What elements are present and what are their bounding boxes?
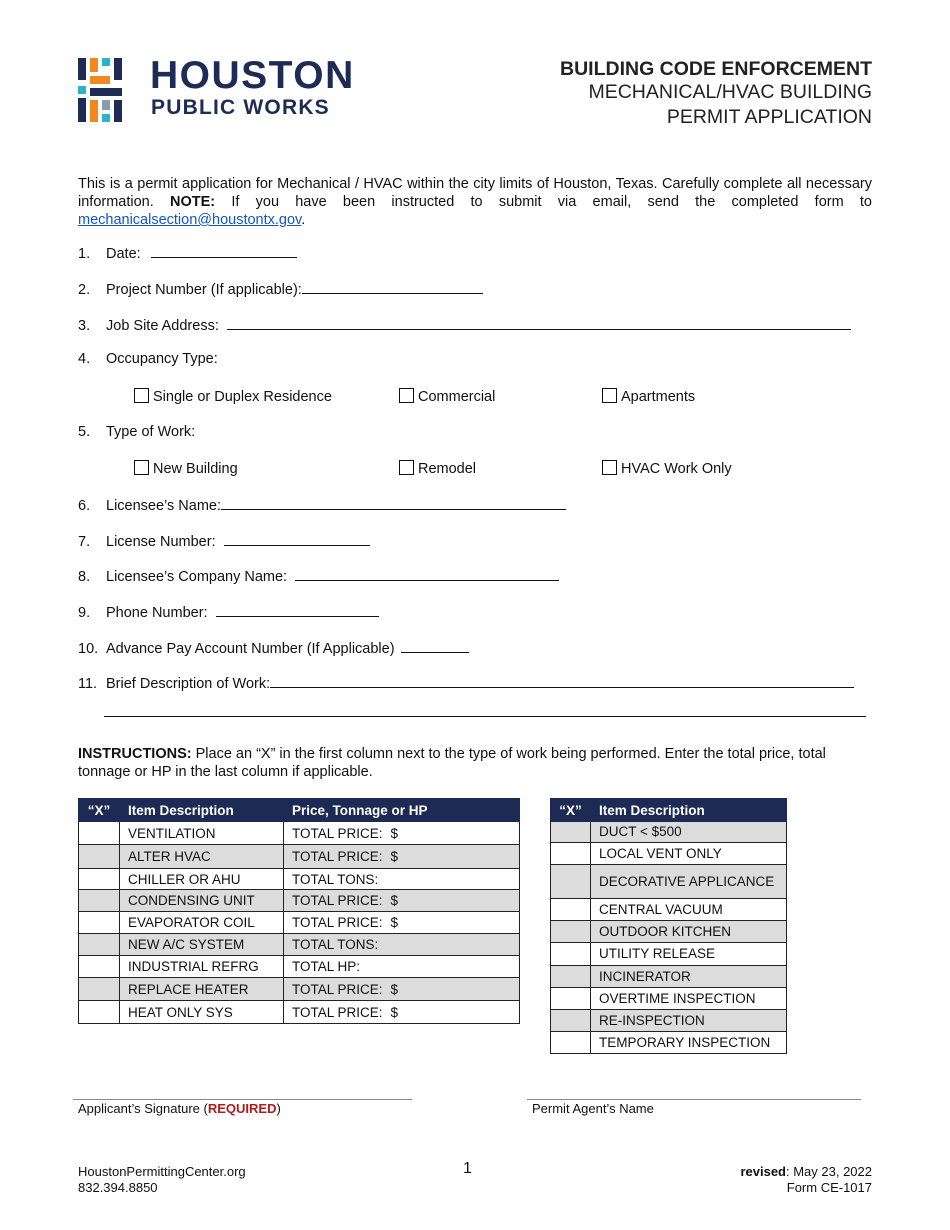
field-job-site-address: [78, 316, 851, 334]
checkbox-label: Single or Duplex Residence: [153, 389, 332, 405]
x-cell[interactable]: [551, 1010, 591, 1032]
field-label: Phone Number:: [106, 605, 208, 621]
instructions-label: INSTRUCTIONS:: [78, 746, 192, 762]
checkbox-new-building[interactable]: [134, 460, 238, 477]
phone-input-line[interactable]: [216, 603, 379, 617]
checkbox-icon[interactable]: [134, 460, 149, 475]
instructions: [78, 745, 872, 781]
price-unit: $: [390, 849, 399, 864]
field-number: 7.: [78, 534, 91, 550]
field-label: Advance Pay Account Number (If Applicable): [106, 641, 395, 657]
price-label: TOTAL PRICE:: [292, 915, 383, 930]
checkbox-label: Apartments: [621, 389, 696, 405]
table-row: [551, 899, 787, 921]
field-number: 2.: [78, 282, 91, 298]
price-label: TOTAL TONS:: [292, 937, 379, 952]
note-label: NOTE:: [170, 194, 216, 210]
table-row: [79, 869, 520, 890]
field-label: Job Site Address:: [106, 318, 219, 334]
column-header-description: Item Description: [120, 799, 284, 822]
applicant-signature-line[interactable]: [73, 1099, 412, 1116]
houston-public-works-logo: [78, 56, 398, 128]
checkbox-icon[interactable]: [134, 388, 149, 403]
company-name-input-line[interactable]: [295, 567, 559, 581]
intro-paragraph: [78, 175, 872, 229]
x-cell[interactable]: [79, 912, 120, 934]
price-unit: $: [390, 893, 399, 908]
x-cell[interactable]: [79, 822, 120, 845]
table-row: [551, 1010, 787, 1032]
item-description: RE-INSPECTION: [591, 1010, 787, 1032]
checkbox-icon[interactable]: [602, 388, 617, 403]
footer-website: HoustonPermittingCenter.org: [78, 1164, 246, 1179]
column-header-x: “X”: [79, 799, 120, 822]
column-header-x: “X”: [551, 799, 591, 822]
table-row: [79, 890, 520, 912]
footer-revision: [740, 1164, 872, 1196]
advance-pay-input-line[interactable]: [401, 639, 469, 653]
field-number: 5.: [78, 424, 91, 440]
field-type-of-work: [78, 424, 195, 440]
item-description: TEMPORARY INSPECTION: [591, 1032, 787, 1054]
x-cell[interactable]: [551, 966, 591, 988]
logo-text-public-works: PUBLIC WORKS: [151, 96, 330, 119]
intro-text: This is a permit application for Mechanical / HVAC within the city limits of Houston, Texas. Carefully complete all necessary information.: [78, 176, 872, 210]
x-cell[interactable]: [551, 899, 591, 921]
field-number: 6.: [78, 498, 91, 514]
checkbox-remodel[interactable]: [399, 460, 476, 477]
permit-agent-label: Permit Agent’s Name: [532, 1101, 654, 1116]
field-label: Project Number (If applicable):: [106, 282, 302, 298]
field-label: Licensee’s Name:: [106, 498, 221, 514]
item-description: OVERTIME INSPECTION: [591, 988, 787, 1010]
checkbox-icon[interactable]: [602, 460, 617, 475]
x-cell[interactable]: [79, 869, 120, 890]
date-input-line[interactable]: [151, 244, 297, 258]
price-cell[interactable]: [284, 1001, 520, 1024]
form-number: Form CE-1017: [786, 1180, 872, 1195]
table-row: [551, 1032, 787, 1054]
page-number: 1: [463, 1160, 472, 1177]
footer-phone: 832.394.8850: [78, 1180, 158, 1195]
email-link[interactable]: mechanicalsection@houstontx.gov: [78, 212, 302, 228]
logo-mark-icon: [78, 56, 138, 124]
x-cell[interactable]: [79, 934, 120, 956]
field-number: 8.: [78, 569, 91, 585]
price-unit: $: [390, 915, 399, 930]
permit-agent-name-line[interactable]: [527, 1099, 861, 1116]
header-subtitle-1: MECHANICAL/HVAC BUILDING: [588, 81, 872, 103]
item-description: NEW A/C SYSTEM: [120, 934, 284, 956]
price-label: TOTAL HP:: [292, 959, 361, 974]
field-project-number: [78, 280, 483, 298]
table-row: [79, 845, 520, 869]
price-cell[interactable]: [284, 869, 520, 890]
field-number: 11.: [78, 676, 98, 692]
price-cell[interactable]: [284, 934, 520, 956]
price-unit: $: [390, 825, 399, 841]
x-cell[interactable]: [551, 988, 591, 1010]
price-cell[interactable]: [284, 978, 520, 1001]
item-description: ALTER HVAC: [120, 845, 284, 869]
intro-text-3: .: [301, 212, 306, 228]
x-cell[interactable]: [79, 978, 120, 1001]
table-row: [551, 921, 787, 943]
item-description: LOCAL VENT ONLY: [591, 843, 787, 865]
item-description: DECORATIVE APPLICANCE: [591, 865, 787, 899]
field-advance-pay: [78, 639, 469, 657]
description-input-line[interactable]: [270, 674, 854, 688]
item-description: CONDENSING UNIT: [120, 890, 284, 912]
price-unit: $: [390, 981, 399, 997]
x-cell[interactable]: [551, 865, 591, 899]
table-row: [551, 865, 787, 899]
item-description: UTILITY RELEASE: [591, 943, 787, 966]
table-header-row: [551, 799, 787, 822]
price-unit: $: [390, 1004, 399, 1020]
x-cell[interactable]: [79, 845, 120, 869]
x-cell[interactable]: [551, 843, 591, 865]
field-number: 4.: [78, 351, 91, 367]
item-description: DUCT < $500: [591, 822, 787, 843]
field-number: 1.: [78, 246, 91, 262]
revised-date: : May 23, 2022: [786, 1164, 872, 1179]
x-cell[interactable]: [551, 943, 591, 966]
checkbox-hvac-work-only[interactable]: [602, 460, 732, 477]
checkbox-single-duplex[interactable]: [134, 388, 332, 405]
document-header: [560, 58, 872, 130]
checkbox-icon[interactable]: [399, 388, 414, 403]
field-label: Brief Description of Work:: [106, 676, 271, 692]
table-row: [79, 934, 520, 956]
field-label: Occupancy Type:: [106, 351, 218, 367]
checkbox-apartments[interactable]: [602, 388, 695, 405]
checkbox-label: Remodel: [418, 461, 477, 477]
price-cell[interactable]: [284, 956, 520, 978]
item-description: EVAPORATOR COIL: [120, 912, 284, 934]
field-number: 3.: [78, 318, 91, 334]
checkbox-label: Commercial: [418, 389, 496, 405]
work-type-table: [78, 798, 520, 1024]
item-description: CENTRAL VACUUM: [591, 899, 787, 921]
field-label: Licensee’s Company Name:: [106, 569, 288, 585]
item-description: HEAT ONLY SYS: [120, 1001, 284, 1024]
field-number: 10.: [78, 641, 99, 657]
license-number-input-line[interactable]: [224, 532, 370, 546]
item-description: INDUSTRIAL REFRG: [120, 956, 284, 978]
address-input-line[interactable]: [227, 316, 851, 330]
price-cell[interactable]: [284, 845, 520, 869]
x-cell[interactable]: [551, 1032, 591, 1054]
item-description: INCINERATOR: [591, 966, 787, 988]
revised-label: revised: [740, 1164, 786, 1179]
project-number-input-line[interactable]: [302, 280, 483, 294]
field-label: License Number:: [106, 534, 216, 550]
field-occupancy-type: [78, 351, 218, 367]
checkbox-icon[interactable]: [399, 460, 414, 475]
price-label: TOTAL TONS:: [292, 871, 379, 887]
checkbox-label: HVAC Work Only: [621, 461, 732, 477]
item-description: REPLACE HEATER: [120, 978, 284, 1001]
price-cell[interactable]: [284, 890, 520, 912]
required-label: REQUIRED: [207, 1101, 277, 1116]
table-row: [551, 943, 787, 966]
table-row: [551, 822, 787, 843]
field-label: Type of Work:: [106, 424, 196, 440]
logo-text-houston: HOUSTON: [150, 54, 355, 97]
x-cell[interactable]: [79, 1001, 120, 1024]
table-row: [551, 966, 787, 988]
x-cell[interactable]: [551, 921, 591, 943]
field-number: 9.: [78, 605, 91, 621]
table-row: [79, 1001, 520, 1024]
table-row: [79, 956, 520, 978]
price-label: TOTAL PRICE:: [292, 1004, 383, 1020]
intro-text-2: If you have been instructed to submit via email, send the completed form to: [215, 194, 872, 210]
price-cell[interactable]: [284, 822, 520, 845]
table-row: [79, 822, 520, 845]
field-description: [78, 674, 854, 692]
item-description: OUTDOOR KITCHEN: [591, 921, 787, 943]
x-cell[interactable]: [79, 956, 120, 978]
header-title: BUILDING CODE ENFORCEMENT: [560, 58, 872, 80]
column-header-description: Item Description: [591, 799, 787, 822]
misc-work-table: [550, 798, 787, 1054]
field-phone-number: [78, 603, 379, 621]
applicant-signature-close: ): [276, 1101, 281, 1116]
table-row: [551, 988, 787, 1010]
instructions-text: Place an “X” in the first column next to the type of work being performed. Enter the total price, total tonnage or HP in the last column if applicable.: [78, 746, 826, 780]
column-header-price: Price, Tonnage or HP: [284, 799, 520, 822]
x-cell[interactable]: [551, 822, 591, 843]
item-description: CHILLER OR AHU: [120, 869, 284, 890]
field-label: Date:: [106, 246, 141, 262]
description-input-line-2[interactable]: [104, 703, 866, 717]
table-header-row: [79, 799, 520, 822]
licensee-name-input-line[interactable]: [221, 496, 566, 510]
item-description: VENTILATION: [120, 822, 284, 845]
price-label: TOTAL PRICE:: [292, 849, 383, 864]
field-company-name: [78, 567, 559, 585]
applicant-signature-label: Applicant’s Signature (: [78, 1101, 208, 1116]
table-row: [551, 843, 787, 865]
header-subtitle-2: PERMIT APPLICATION: [666, 106, 872, 128]
table-row: [79, 978, 520, 1001]
price-label: TOTAL PRICE:: [292, 893, 383, 908]
checkbox-commercial[interactable]: [399, 388, 495, 405]
price-label: TOTAL PRICE:: [292, 981, 383, 997]
field-date: [78, 244, 297, 262]
price-label: TOTAL PRICE:: [292, 825, 383, 841]
x-cell[interactable]: [79, 890, 120, 912]
field-license-number: [78, 532, 370, 550]
checkbox-label: New Building: [153, 461, 238, 477]
footer-contact: [78, 1164, 246, 1196]
price-cell[interactable]: [284, 912, 520, 934]
table-row: [79, 912, 520, 934]
field-licensee-name: [78, 496, 566, 514]
